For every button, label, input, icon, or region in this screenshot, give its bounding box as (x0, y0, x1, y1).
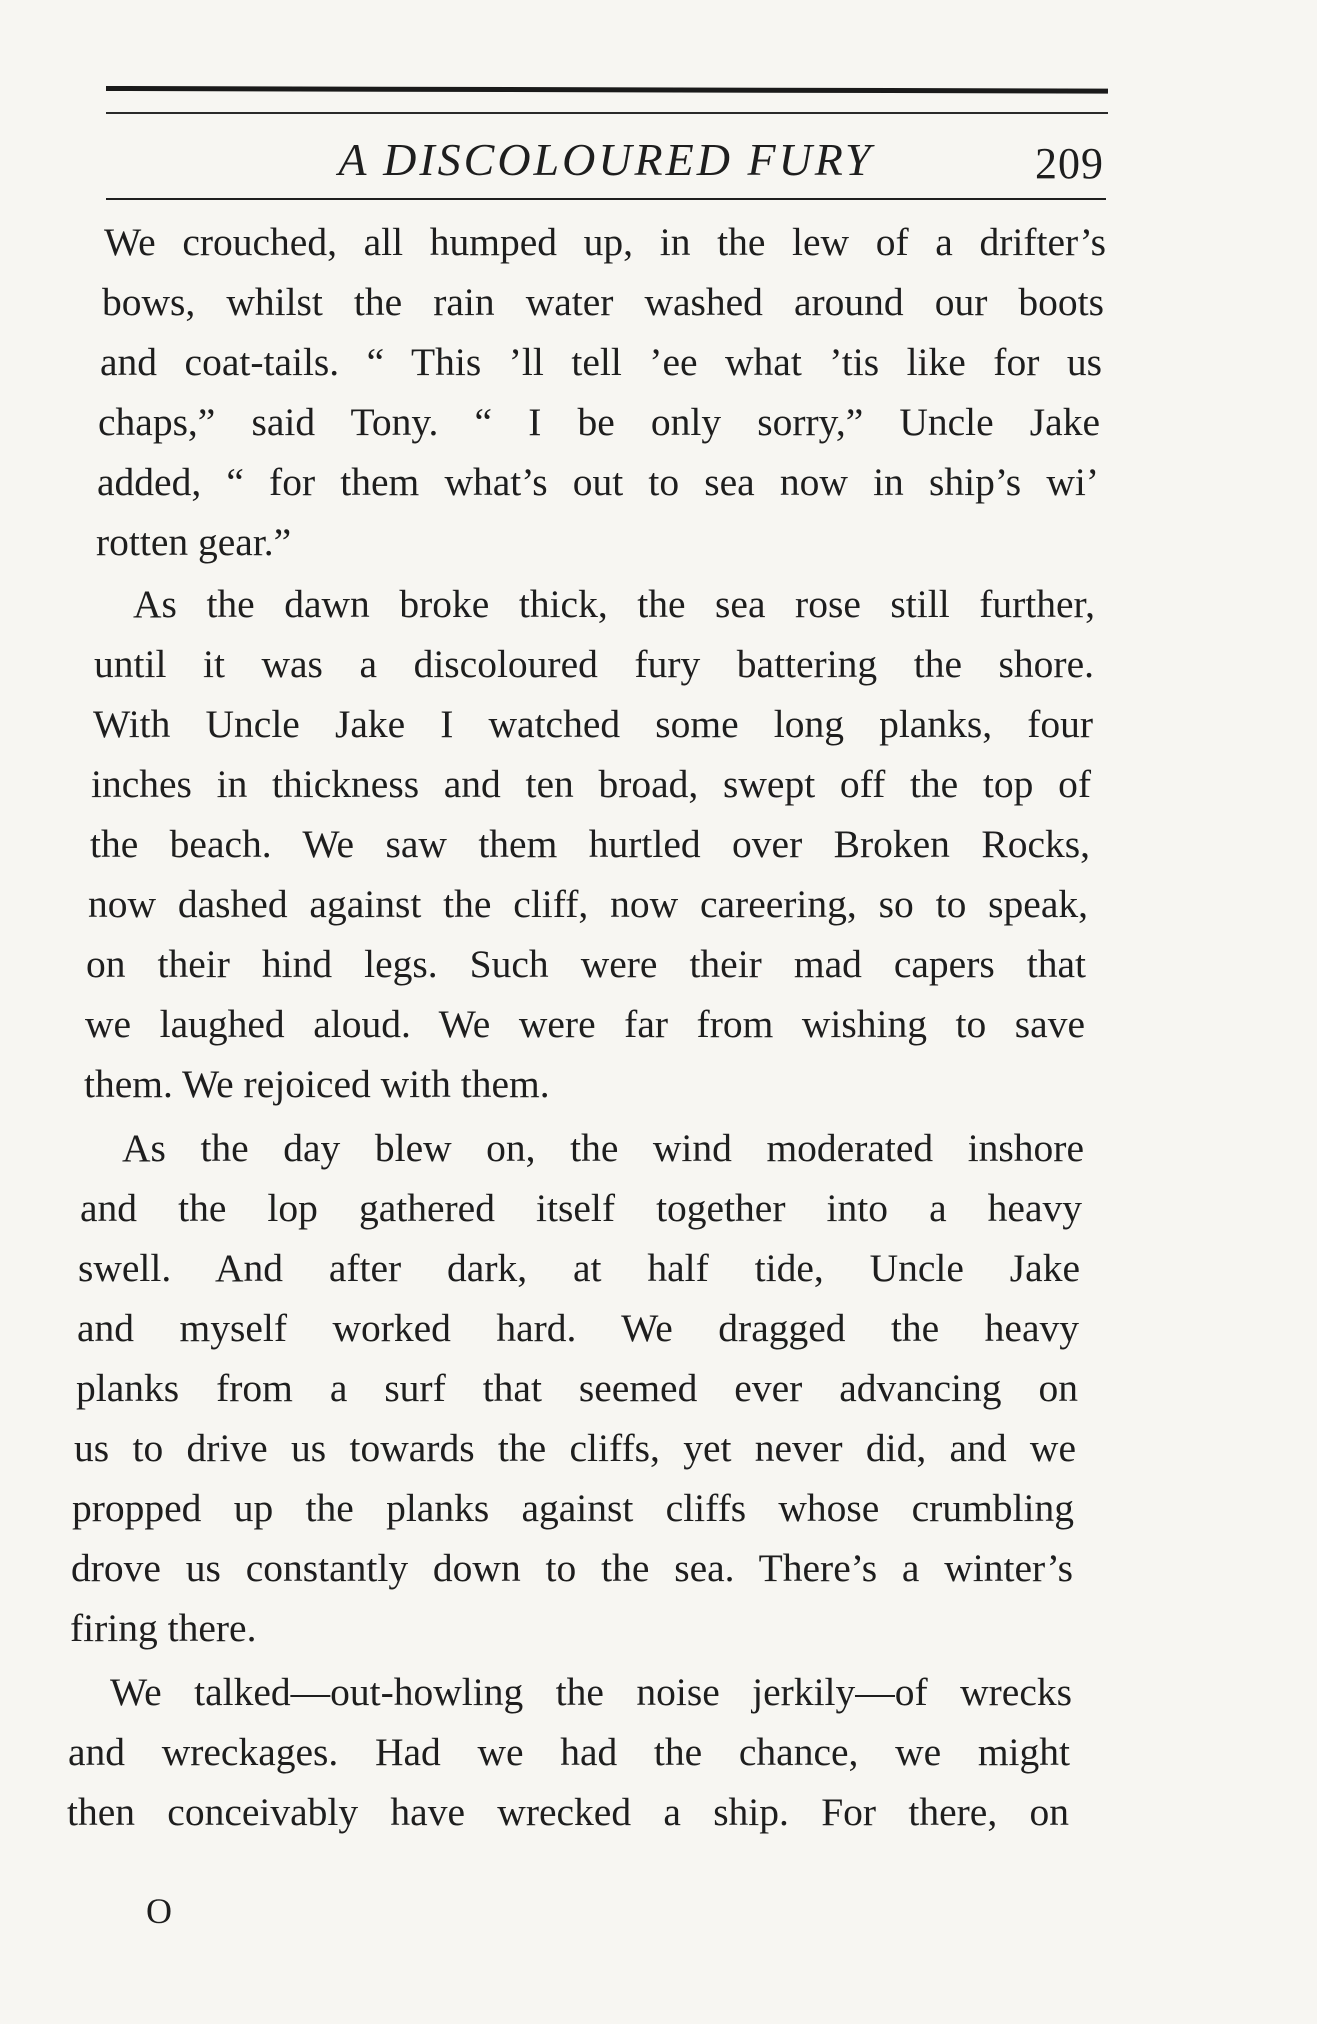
text-line: bows, whilst the rain water washed around our boots (102, 280, 1104, 324)
text-line: us to drive us towards the cliffs, yet never did, and we (74, 1426, 1076, 1470)
text-line: rotten gear.” (96, 520, 292, 564)
text-line: on their hind legs. Such were their mad capers that (86, 942, 1086, 986)
signature-mark: O (146, 1891, 172, 1931)
page-number: 209 (1035, 139, 1104, 188)
text-line: and wreckages. Had we had the chance, we might (68, 1730, 1070, 1774)
text-line: them. We rejoiced with them. (84, 1062, 550, 1106)
text-line: As the dawn broke thick, the sea rose still further, (133, 582, 1095, 626)
text-line: As the day blew on, the wind moderated inshore (122, 1126, 1084, 1170)
text-line: We crouched, all humped up, in the lew of a drifter’s (104, 220, 1106, 264)
text-line: firing there. (70, 1606, 257, 1650)
text-line: chaps,” said Tony. “ I be only sorry,” Uncle Jake (98, 400, 1100, 444)
running-title: A DISCOLOURED FURY (338, 134, 874, 185)
text-line: now dashed against the cliff, now careering, so to speak, (88, 882, 1088, 926)
text-line: and myself worked hard. We dragged the heavy (77, 1306, 1079, 1350)
text-line: swell. And after dark, at half tide, Uncle Jake (78, 1246, 1080, 1290)
header-underline (106, 198, 1106, 200)
header-rule-thick (106, 86, 1108, 94)
text-line: then conceivably have wrecked a ship. For there, on (67, 1790, 1069, 1834)
header-rule-thin (106, 112, 1108, 114)
text-line: drove us constantly down to the sea. There’s a winter’s (71, 1546, 1073, 1590)
text-line: we laughed aloud. We were far from wishing to save (85, 1002, 1085, 1046)
text-line: the beach. We saw them hurtled over Broken Rocks, (90, 822, 1090, 866)
text-line: propped up the planks against cliffs whose crumbling (72, 1486, 1074, 1530)
text-line: planks from a surf that seemed ever advancing on (76, 1366, 1078, 1410)
text-line: until it was a discoloured fury battering the shore. (94, 642, 1094, 686)
running-head (106, 130, 1108, 190)
text-line: We talked—out-howling the noise jerkily—of wrecks (110, 1670, 1072, 1714)
text-line: and the lop gathered itself together into a heavy (80, 1186, 1082, 1230)
text-line: With Uncle Jake I watched some long planks, four (93, 702, 1093, 746)
text-line: and coat-tails. “ This ’ll tell ’ee what ’tis like for us (100, 340, 1102, 384)
text-line: added, “ for them what’s out to sea now in ship’s wi’ (97, 460, 1099, 504)
text-line: inches in thickness and ten broad, swept off the top of (91, 762, 1091, 806)
